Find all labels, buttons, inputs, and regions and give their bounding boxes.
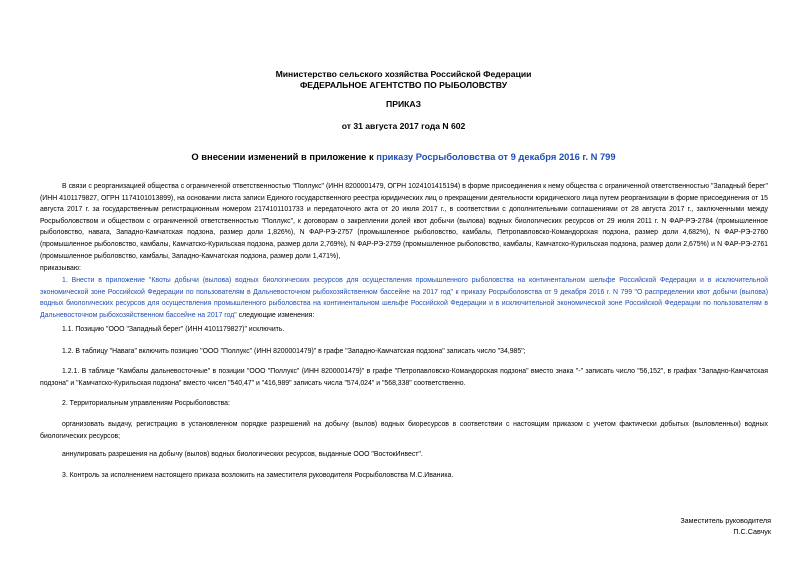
signature-position: Заместитель руководителя [680,516,771,525]
order-word: приказываю: [40,265,81,272]
document-date: от 31 августа 2017 года N 602 [341,121,466,131]
item-1-1-paragraph: 1.1. Позицию "ООО "Западный берег" (ИНН 4101179827)" исключить. [62,326,285,333]
item-2-annul-paragraph: аннулировать разрешения на добычу (вылов) водных биологических ресурсов, выданные ООО "ВостокИнвест". [62,451,423,458]
preamble-paragraph: В связи с реорганизацией общества с ограниченной ответственностью "Поллукс" (ИНН 8200001479, ОГРН 1024101415194) в форме присоединения к нему общества с ограниченной ответственностью "Западный берег" (ИНН 4101179827, ОГРН 1174101013899), на основании листа записи Единого государственного реестра юридических лиц о прекращении деятельности юридического лица путем реорганизации в форме присоединения от 15 августа 2017 г. за государственным регистрационным номером 2174101101733 и передаточного акта от 20 июля 2017 г., в соответствии с дополнительными соглашениями от 28 августа 2017 г., заключенными между Росрыболовством и обществом с ограниченной ответственностью "Поллукс", к договорам о закреплении долей квот добычи (вылова) водных биологических ресурсов от 29 июля 2011 г. N ФАР-РЭ-2784 (промышленное рыболовство, навага, Западно-Камчатская подзона, размер доли 1,826%), N ФАР-РЭ-2757 (промышленное рыболовство, камбалы, Петропавловско-Командорская подзона, размер доли 4,682%), N ФАР-РЭ-2760 (промышленное рыболовство, камбалы, Камчатско-Курильская подзона, размер доли 2,769%), N ФАР-РЭ-2759 (промышленное рыболовство, камбалы, Камчатско-Курильская подзона, размер доли 2,675%) и N ФАР-РЭ-2761 (промышленное рыболовство, камбалы, Западно-Камчатская подзона, размер доли 1,471%), [40,183,768,260]
ministry-name: Министерство сельского хозяйства Российской Федерации [275,69,532,79]
item-1-2-paragraph: 1.2. В таблицу "Навага" включить позицию "ООО "Поллукс" (ИНН 8200001479)" в графе "Западно-Камчатская подзона" записать число "34,985"; [62,348,526,355]
title-prefix: О внесении изменений в приложение к [191,151,377,162]
item-1-paragraph [40,275,768,321]
agency-name: ФЕДЕРАЛЬНОЕ АГЕНТСТВО ПО РЫБОЛОВСТВУ [299,80,508,90]
document-title [0,151,807,163]
signature-name: П.С.Савчук [733,527,771,536]
order-799-link[interactable]: приказу Росрыболовства от 9 декабря 2016 г. N 799 [376,151,616,162]
item-3-paragraph: 3. Контроль за исполнением настоящего приказа возложить на заместителя руководителя Росрыболовства М.С.Иваника. [62,472,454,479]
document-type: ПРИКАЗ [386,99,421,109]
item-1-tail: следующие изменения: [236,311,315,319]
item-2-paragraph: 2. Территориальным управлениям Росрыболовства: [62,400,230,407]
item-1-2-1-paragraph: 1.2.1. В таблице "Камбалы дальневосточные" в позиции "ООО "Поллукс" (ИНН 8200001479)" в графе "Петропавловско-Командорская подзона" вместо знака "-" записать число "56,152", в графах "Западно-Камчатская подзона" и "Камчатско-Курильская подзона" вместо чисел "540,47" и "416,989" записать числа "574,024" и "568,338" соответственно. [40,368,768,387]
item-2-organize-paragraph: организовать выдачу, регистрацию в установленном порядке разрешений на добычу (вылов) водных биоресурсов в соответствии с настоящим приказом с учетом фактически добытых (выловленных) водных биологических ресурсов; [40,421,768,440]
appendix-link[interactable]: 1. Внести в приложение "Квоты добычи (вылова) водных биологических ресурсов для осуществления промышленного рыболовства на континентальном шельфе Российской Федерации и в исключительной экономической зоне Российской Федерации по пользователям в Дальневосточном рыбохозяйственном бассейне на 2017 год" к приказу Росрыболовства от 9 декабря 2016 г. N 799 "О распределении квот добычи (вылова) водных биологических ресурсов для осуществления промышленного рыболовства на континентальном шельфе Российской Федерации и в исключительной экономической зоне Российской Федерации по пользователям в Дальневосточном рыбохозяйственном бассейне на 2017 год" [40,277,768,319]
